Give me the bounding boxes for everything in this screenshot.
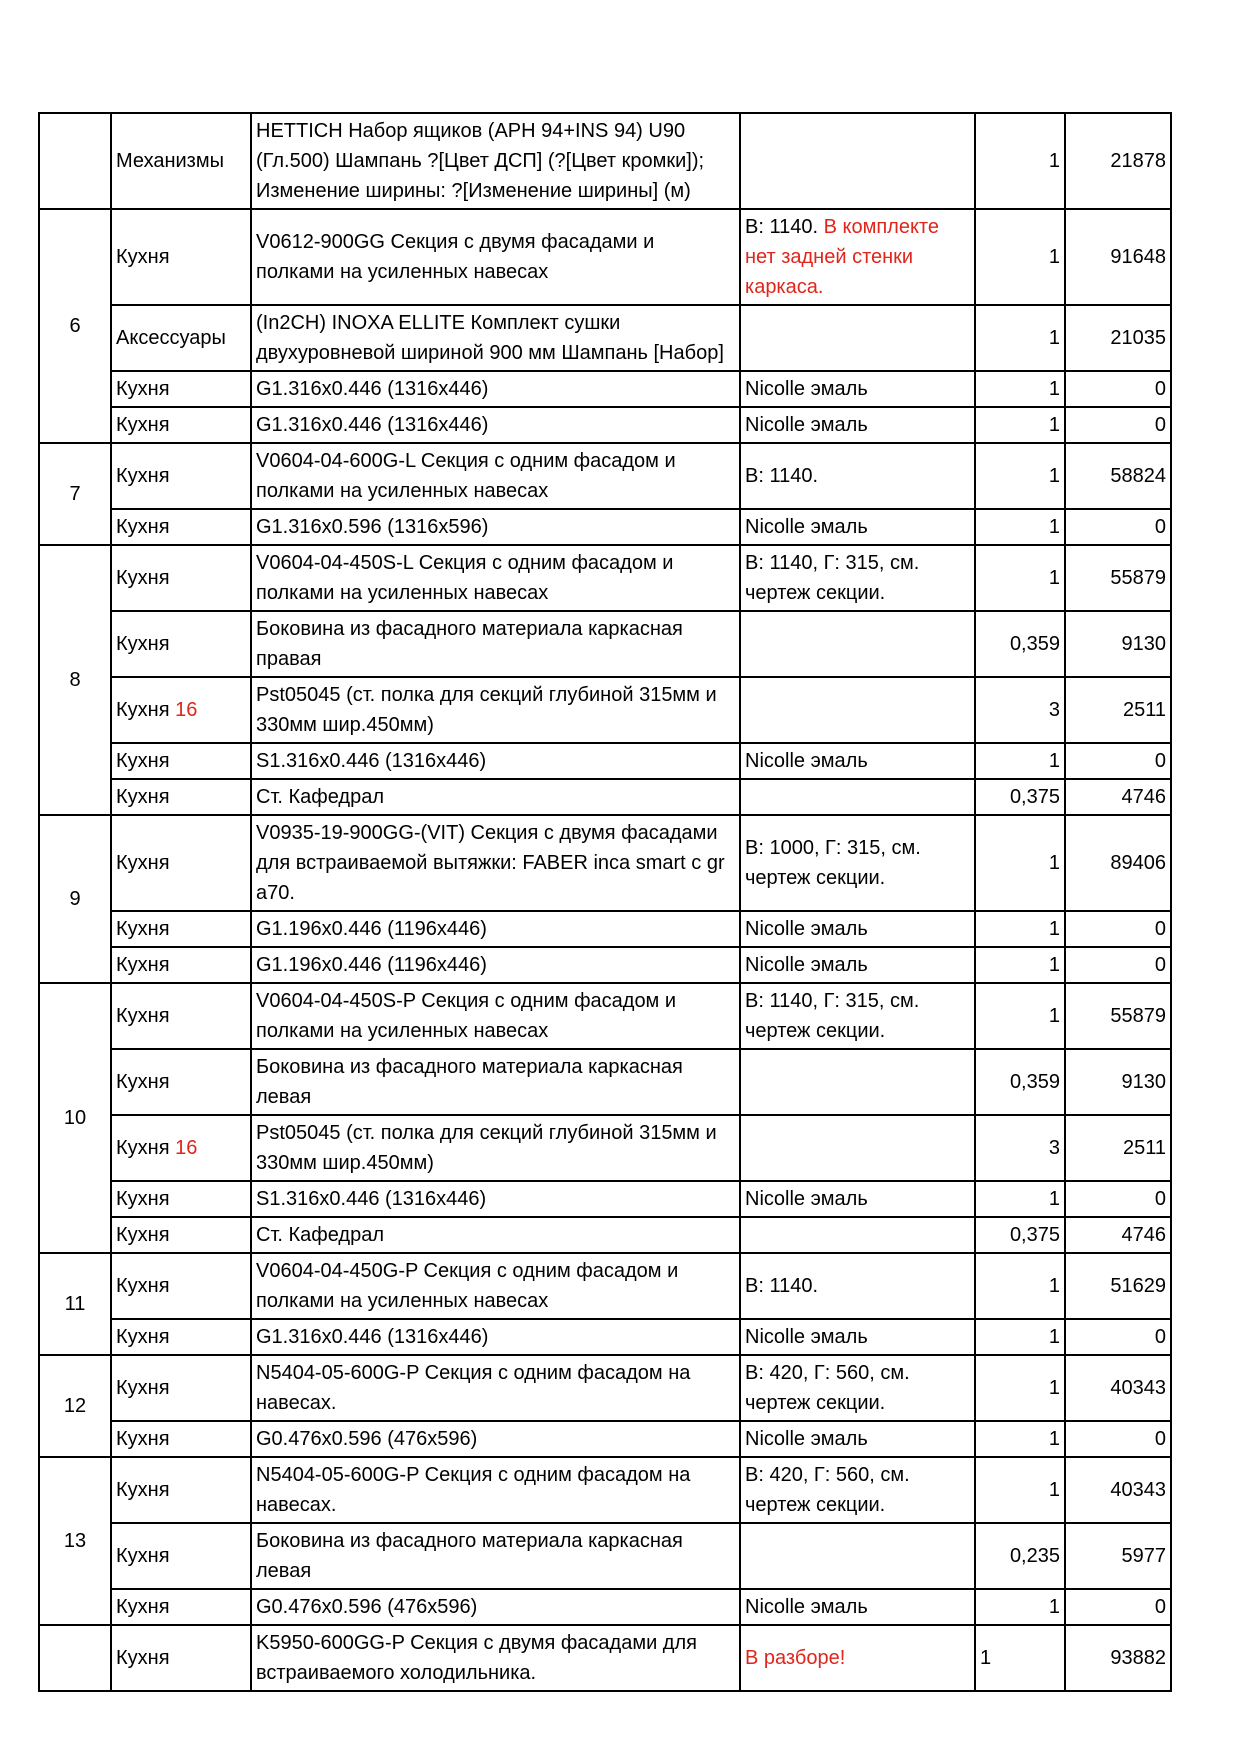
description-cell: S1.316x0.446 (1316x446) [251,743,740,779]
category-cell [111,509,251,545]
category-cell [111,677,251,743]
category-cell [111,1625,251,1691]
price-cell: 2511 [1065,677,1171,743]
position-number-cell [39,113,111,209]
category-text: Кухня [116,1188,170,1210]
note-text: Nicolle эмаль [745,918,868,940]
description-cell: Боковина из фасадного материала каркасная левая [251,1049,740,1115]
category-red-number: 16 [175,699,198,721]
description-cell: Ст. Кафедрал [251,1217,740,1253]
quantity-cell: 1 [975,371,1065,407]
description-cell: V0935-19-900GG-(VIT) Секция с двумя фасадами для встраиваемой вытяжки: FABER inca smart c gr a70. [251,815,740,911]
position-number-cell: 9 [39,815,111,983]
quantity-cell: 0,359 [975,611,1065,677]
category-text: Кухня [116,1545,170,1567]
note-text: В: 1140, Г: 315, см. чертеж секции. [745,990,920,1042]
note-text: В: 1140. [745,216,819,238]
note-cell [740,1589,975,1625]
description-cell: K5950-600GG-P Секция с двумя фасадами для встраиваемого холодильника. [251,1625,740,1691]
category-cell [111,209,251,305]
note-cell [740,815,975,911]
category-text: Кухня [116,750,170,772]
category-text: Кухня [116,1005,170,1027]
position-number-cell: 10 [39,983,111,1253]
quantity-cell: 1 [975,1181,1065,1217]
note-text: В: 1140, Г: 315, см. чертеж секции. [745,552,920,604]
table-row [39,815,1171,911]
quantity-cell: 1 [975,983,1065,1049]
table-row [39,1049,1171,1115]
category-text: Кухня [116,1224,170,1246]
table-body [39,113,1171,1691]
table-row [39,983,1171,1049]
quantity-cell: 1 [975,545,1065,611]
table-row [39,1589,1171,1625]
category-text: Кухня [116,465,170,487]
note-cell [740,509,975,545]
quantity-cell: 1 [975,407,1065,443]
table-row [39,209,1171,305]
price-cell: 21878 [1065,113,1171,209]
category-text: Кухня [116,1428,170,1450]
note-text: В: 1140. [745,465,819,487]
category-cell [111,407,251,443]
description-cell: G1.196x0.446 (1196x446) [251,911,740,947]
description-cell: G1.196x0.446 (1196x446) [251,947,740,983]
note-text: Nicolle эмаль [745,414,868,436]
description-cell: (In2CH) INOXA ELLITE Комплект сушки двухуровневой шириной 900 мм Шампань [Набор] [251,305,740,371]
note-red-text: В комплекте нет задней стенки каркаса. [745,216,939,298]
description-cell: G1.316x0.446 (1316x446) [251,1319,740,1355]
note-cell [740,983,975,1049]
quantity-cell: 1 [975,1253,1065,1319]
table-row [39,1625,1171,1691]
category-text: Кухня [116,414,170,436]
note-cell [740,677,975,743]
category-cell [111,815,251,911]
category-cell [111,371,251,407]
note-text: Nicolle эмаль [745,750,868,772]
note-cell [740,911,975,947]
table-row [39,443,1171,509]
category-text: Кухня [116,1275,170,1297]
category-cell [111,1523,251,1589]
position-number-cell [39,1625,111,1691]
table-row [39,779,1171,815]
description-cell: V0604-04-450S-P Секция с одним фасадом и полками на усиленных навесах [251,983,740,1049]
quantity-cell: 1 [975,509,1065,545]
table-row [39,911,1171,947]
description-cell: V0604-04-600G-L Секция с одним фасадом и полками на усиленных навесах [251,443,740,509]
description-cell: V0604-04-450G-P Секция с одним фасадом и полками на усиленных навесах [251,1253,740,1319]
description-cell: N5404-05-600G-P Секция с одним фасадом на навесах. [251,1355,740,1421]
price-cell: 21035 [1065,305,1171,371]
table-row [39,677,1171,743]
category-cell [111,1457,251,1523]
description-cell: G0.476x0.596 (476x596) [251,1589,740,1625]
price-cell: 0 [1065,509,1171,545]
note-cell [740,779,975,815]
category-cell [111,113,251,209]
price-cell: 40343 [1065,1457,1171,1523]
quantity-cell: 1 [975,305,1065,371]
note-text: Nicolle эмаль [745,1326,868,1348]
category-cell [111,1253,251,1319]
category-text: Кухня [116,1377,170,1399]
table-row [39,113,1171,209]
price-cell: 0 [1065,407,1171,443]
quantity-cell: 1 [975,209,1065,305]
note-cell [740,611,975,677]
category-cell [111,1589,251,1625]
note-text: В: 420, Г: 560, см. чертеж секции. [745,1362,910,1414]
note-cell [740,1625,975,1691]
table-row [39,1181,1171,1217]
price-cell: 55879 [1065,545,1171,611]
description-cell: G1.316x0.446 (1316x446) [251,371,740,407]
price-cell: 51629 [1065,1253,1171,1319]
price-cell: 40343 [1065,1355,1171,1421]
note-cell [740,209,975,305]
category-cell [111,1181,251,1217]
note-text: В: 1140. [745,1275,819,1297]
table-row [39,545,1171,611]
note-red-text: В разборе! [745,1647,846,1669]
description-cell: V0612-900GG Секция с двумя фасадами и полками на усиленных навесах [251,209,740,305]
category-text: Кухня [116,1137,170,1159]
table-row [39,407,1171,443]
note-cell [740,1253,975,1319]
description-cell: V0604-04-450S-L Секция с одним фасадом и полками на усиленных навесах [251,545,740,611]
category-text: Кухня [116,699,170,721]
table-row [39,305,1171,371]
table-row [39,1217,1171,1253]
table-row [39,1253,1171,1319]
category-cell [111,443,251,509]
quantity-cell: 1 [975,113,1065,209]
category-cell [111,305,251,371]
price-cell: 0 [1065,947,1171,983]
note-cell [740,947,975,983]
description-cell: N5404-05-600G-P Секция с одним фасадом на навесах. [251,1457,740,1523]
price-cell: 58824 [1065,443,1171,509]
table-row [39,509,1171,545]
table-row [39,1355,1171,1421]
quantity-cell: 0,375 [975,1217,1065,1253]
note-cell [740,1049,975,1115]
quantity-cell: 3 [975,677,1065,743]
price-cell: 0 [1065,1181,1171,1217]
note-cell [740,743,975,779]
note-cell [740,1523,975,1589]
quantity-cell: 1 [975,1457,1065,1523]
quantity-cell: 1 [975,911,1065,947]
table-row [39,1523,1171,1589]
note-cell [740,371,975,407]
category-text: Кухня [116,516,170,538]
note-cell [740,1217,975,1253]
note-text: Nicolle эмаль [745,516,868,538]
position-number-cell: 6 [39,209,111,443]
note-cell [740,1319,975,1355]
category-cell [111,545,251,611]
price-cell: 0 [1065,371,1171,407]
category-text: Кухня [116,1596,170,1618]
category-cell [111,1217,251,1253]
category-cell [111,1319,251,1355]
table-row [39,743,1171,779]
note-cell [740,407,975,443]
note-cell [740,1355,975,1421]
description-cell: Pst05045 (ст. полка для секций глубиной 315мм и 330мм шир.450мм) [251,677,740,743]
note-cell [740,1421,975,1457]
description-cell: Боковина из фасадного материала каркасная левая [251,1523,740,1589]
quantity-cell: 1 [975,947,1065,983]
note-text: Nicolle эмаль [745,1188,868,1210]
note-cell [740,443,975,509]
category-cell [111,1115,251,1181]
price-cell: 0 [1065,1589,1171,1625]
price-cell: 9130 [1065,611,1171,677]
category-cell [111,743,251,779]
description-cell: G1.316x0.446 (1316x446) [251,407,740,443]
category-cell [111,947,251,983]
position-number-cell: 12 [39,1355,111,1457]
note-text: В: 420, Г: 560, см. чертеж секции. [745,1464,910,1516]
category-cell [111,779,251,815]
price-cell: 93882 [1065,1625,1171,1691]
category-text: Кухня [116,954,170,976]
category-cell [111,611,251,677]
category-text: Кухня [116,1647,170,1669]
price-cell: 4746 [1065,1217,1171,1253]
quantity-cell: 3 [975,1115,1065,1181]
description-cell: G0.476x0.596 (476x596) [251,1421,740,1457]
category-text: Кухня [116,852,170,874]
category-text: Кухня [116,1326,170,1348]
category-cell [111,1355,251,1421]
category-cell [111,983,251,1049]
category-text: Кухня [116,786,170,808]
note-text: Nicolle эмаль [745,1596,868,1618]
category-text: Кухня [116,918,170,940]
category-text: Кухня [116,378,170,400]
table-row [39,611,1171,677]
description-cell: HETTICH Набор ящиков (APH 94+INS 94) U90 (Гл.500) Шампань ?[Цвет ДСП] (?[Цвет кромки]); Изменение ширины: ?[Изменение ширины] (м) [251,113,740,209]
description-cell: G1.316x0.596 (1316x596) [251,509,740,545]
price-cell: 91648 [1065,209,1171,305]
category-text: Кухня [116,1071,170,1093]
price-cell: 0 [1065,743,1171,779]
quantity-cell: 0,359 [975,1049,1065,1115]
price-cell: 89406 [1065,815,1171,911]
category-text: Аксессуары [116,327,226,349]
category-text: Механизмы [116,150,224,172]
description-cell: Боковина из фасадного материала каркасная правая [251,611,740,677]
quantity-cell: 0,375 [975,779,1065,815]
price-cell: 0 [1065,911,1171,947]
position-number-cell: 13 [39,1457,111,1625]
price-cell: 0 [1065,1319,1171,1355]
table-row [39,1319,1171,1355]
note-text: В: 1000, Г: 315, см. чертеж секции. [745,837,921,889]
quantity-cell: 1 [975,1319,1065,1355]
price-cell: 5977 [1065,1523,1171,1589]
position-number-cell: 7 [39,443,111,545]
position-number-cell: 11 [39,1253,111,1355]
category-text: Кухня [116,1479,170,1501]
price-cell: 2511 [1065,1115,1171,1181]
category-red-number: 16 [175,1137,198,1159]
quantity-cell: 1 [975,743,1065,779]
note-cell [740,305,975,371]
note-cell [740,1457,975,1523]
quantity-cell: 1 [975,815,1065,911]
table-row [39,947,1171,983]
category-cell [111,911,251,947]
quantity-cell: 1 [975,1589,1065,1625]
table-row [39,1115,1171,1181]
category-cell [111,1421,251,1457]
note-text: Nicolle эмаль [745,378,868,400]
note-cell [740,1181,975,1217]
quantity-cell: 0,235 [975,1523,1065,1589]
category-text: Кухня [116,567,170,589]
category-cell [111,1049,251,1115]
document-table [38,112,1172,1692]
quantity-cell: 1 [975,1421,1065,1457]
price-cell: 0 [1065,1421,1171,1457]
price-cell: 9130 [1065,1049,1171,1115]
description-cell: Ст. Кафедрал [251,779,740,815]
description-cell: S1.316x0.446 (1316x446) [251,1181,740,1217]
note-cell [740,113,975,209]
table-row [39,1421,1171,1457]
position-number-cell: 8 [39,545,111,815]
note-cell [740,1115,975,1181]
quantity-cell: 1 [975,1355,1065,1421]
category-text: Кухня [116,246,170,268]
quantity-cell: 1 [975,443,1065,509]
note-cell [740,545,975,611]
quantity-cell: 1 [975,1625,1065,1691]
price-cell: 4746 [1065,779,1171,815]
note-text: Nicolle эмаль [745,1428,868,1450]
table-row [39,371,1171,407]
description-cell: Pst05045 (ст. полка для секций глубиной 315мм и 330мм шир.450мм) [251,1115,740,1181]
table-row [39,1457,1171,1523]
note-text: Nicolle эмаль [745,954,868,976]
category-text: Кухня [116,633,170,655]
price-cell: 55879 [1065,983,1171,1049]
